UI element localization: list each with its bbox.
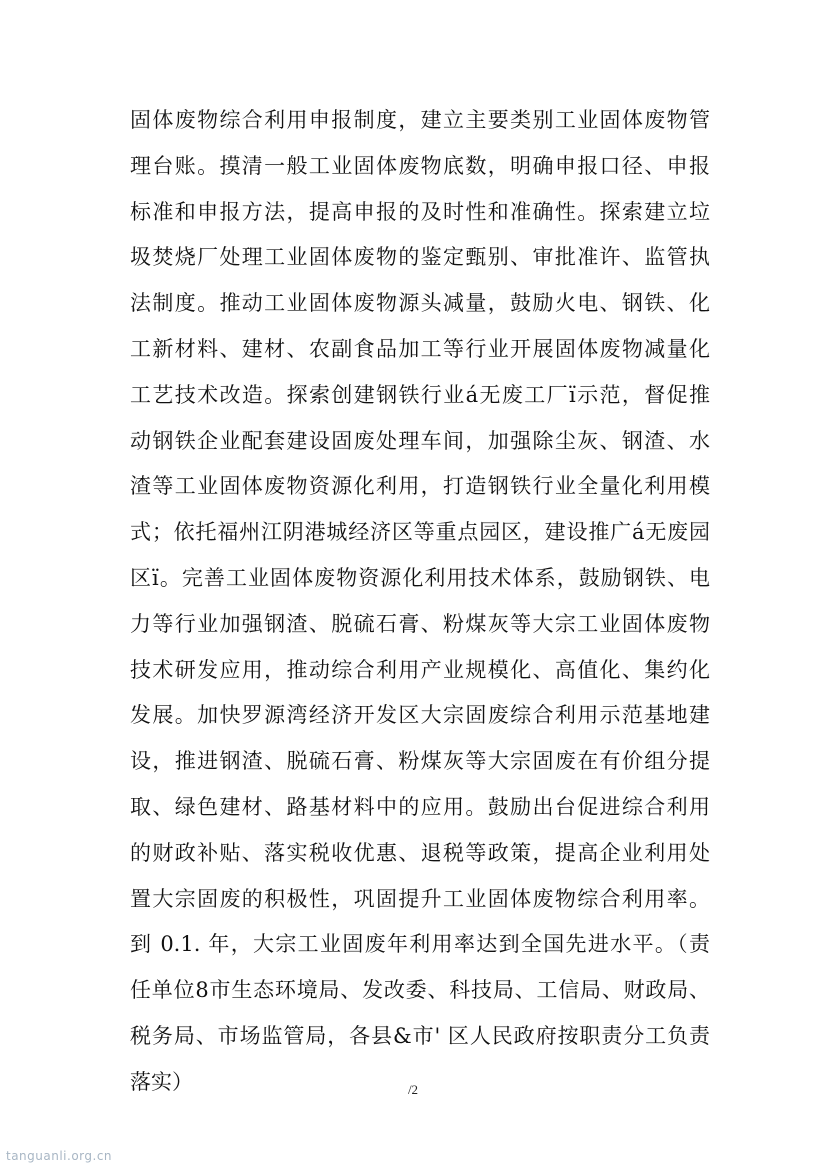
text-line: 技术研发应用，推动综合利用产业规模化、高值化、集约化: [130, 657, 710, 682]
text-line: 设，推进钢渣、脱硫石膏、粉煤灰等大宗固废在有价组分提: [130, 749, 710, 774]
text-line: 取、绿色建材、路基材料中的应用。鼓励出台促进综合利用: [130, 794, 710, 819]
text-line: 式；依托福州江阴港城经济区等重点园区，建设推广á无废园: [130, 520, 710, 545]
text-line: 工艺技术改造。探索创建钢铁行业á无废工厂ï示范，督促推: [130, 382, 710, 407]
text-line: 的财政补贴、落实税收优惠、退税等政策，提高企业利用处: [130, 840, 710, 865]
text-line: 置大宗固废的积极性，巩固提升工业固体废物综合利用率。: [130, 886, 710, 911]
page-number: /2: [407, 1082, 419, 1097]
text-line: 渣等工业固体废物资源化利用，打造钢铁行业全量化利用模: [130, 474, 710, 499]
text-line: 工新材料、建材、农副食品加工等行业开展固体废物减量化: [130, 336, 710, 361]
text-line: 税务局、市场监管局，各县&市' 区人民政府按职责分工负责: [130, 1023, 710, 1048]
text-line: 动钢铁企业配套建设固废处理车间，加强除尘灰、钢渣、水: [130, 428, 710, 453]
text-line: 落实）: [130, 1069, 193, 1094]
text-line: 圾焚烧厂处理工业固体废物的鉴定甄别、审批准许、监管执: [130, 245, 710, 270]
text-line: 区ï。完善工业固体废物资源化利用技术体系，鼓励钢铁、电: [130, 565, 710, 590]
text-line: 任单位8市生态环境局、发改委、科技局、工信局、财政局、: [130, 978, 710, 1003]
text-line: 法制度。推动工业固体废物源头减量，鼓励火电、钢铁、化: [130, 291, 710, 316]
text-line: 力等行业加强钢渣、脱硫石膏、粉煤灰等大宗工业固体废物: [130, 611, 710, 636]
text-line: 固体废物综合利用申报制度，建立主要类别工业固体废物管: [130, 108, 710, 132]
watermark-text: tanguanli.org.cn: [6, 1149, 113, 1163]
text-line: 理台账。摸清一般工业固体废物底数，明确申报口径、申报: [130, 153, 710, 178]
body-paragraph: [130, 98, 710, 1106]
text-line: 到 0.1. 年，大宗工业固废年利用率达到全国先进水平。（责: [130, 932, 710, 957]
text-line: 标准和申报方法，提高申报的及时性和准确性。探索建立垃: [130, 199, 710, 224]
text-line: 发展。加快罗源湾经济开发区大宗固废综合利用示范基地建: [130, 703, 710, 728]
